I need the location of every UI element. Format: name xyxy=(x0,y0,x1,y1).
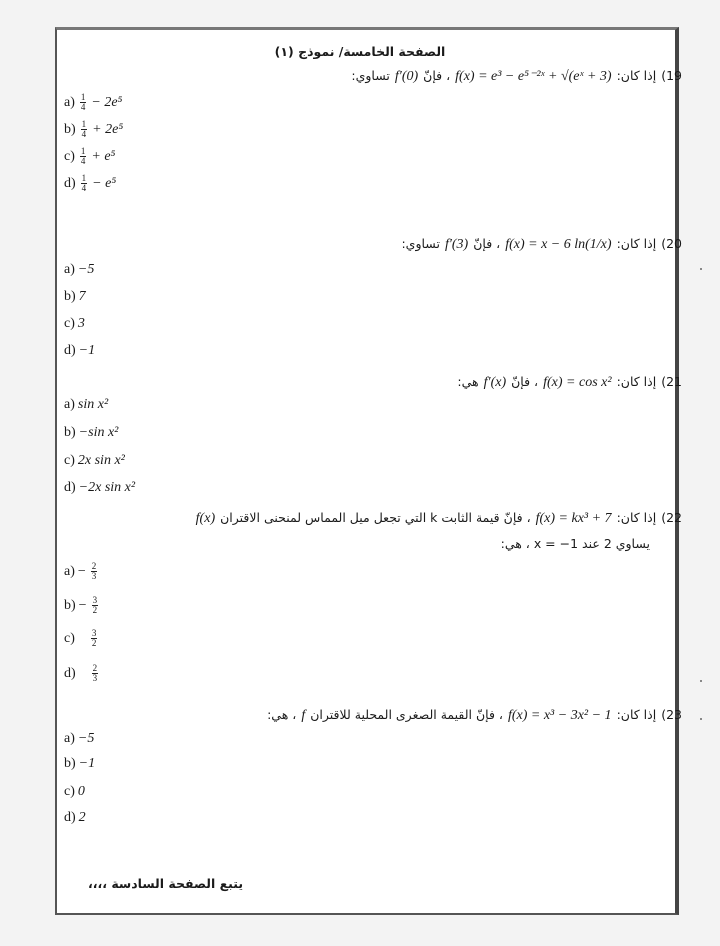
option-label: b) xyxy=(64,425,76,440)
question-22 xyxy=(196,510,682,527)
answer-option[interactable] xyxy=(64,562,99,581)
fraction-denominator: 2 xyxy=(91,638,97,648)
option-value: + e⁵ xyxy=(91,148,116,164)
fraction xyxy=(91,562,98,581)
answer-option[interactable] xyxy=(64,93,122,112)
answer-option[interactable] xyxy=(64,316,85,332)
question-19 xyxy=(351,68,682,85)
fraction-numerator: 2 xyxy=(92,663,98,673)
option-value: 3 xyxy=(77,316,85,331)
question-target: f′(x) xyxy=(483,375,507,390)
answer-option[interactable] xyxy=(64,596,100,615)
fraction-numerator: 1 xyxy=(81,119,87,129)
question-tail: ، فإنّ القيمة الصغرى المحلية للاقتران xyxy=(310,707,503,722)
option-label: b) xyxy=(64,597,76,613)
fraction-denominator: 4 xyxy=(81,183,87,193)
fraction-denominator: 4 xyxy=(81,129,87,139)
question-intro: إذا كان: xyxy=(616,707,657,722)
option-value: − e⁵ xyxy=(92,175,117,191)
answer-option[interactable] xyxy=(64,629,99,648)
question-number: 23) xyxy=(661,707,682,722)
option-label: c) xyxy=(64,784,75,799)
fraction-denominator: 3 xyxy=(92,673,98,683)
option-value: 2 xyxy=(78,810,86,825)
option-label: c) xyxy=(64,148,75,164)
scan-speck xyxy=(700,268,702,270)
fraction xyxy=(80,147,87,166)
question-tail: ، فإنّ xyxy=(473,236,501,251)
question-target: f′(3) xyxy=(444,237,469,252)
answer-option[interactable] xyxy=(64,425,118,441)
fraction-numerator: 1 xyxy=(81,173,87,183)
question-tail-end: ، هي: xyxy=(267,707,297,722)
option-value: −1 xyxy=(78,343,96,358)
fraction xyxy=(81,120,88,139)
question-tail: ، فإنّ قيمة الثابت k التي تجعل ميل المماس لمنحنى الاقتران xyxy=(220,510,531,525)
page-title: الصفحة الخامسة/ نموذج (١) xyxy=(274,44,446,59)
option-value: 2x sin x² xyxy=(77,453,125,468)
exam-page xyxy=(55,27,679,915)
answer-option[interactable] xyxy=(64,397,108,413)
option-value: −2x sin x² xyxy=(78,480,136,495)
option-value: −5 xyxy=(77,262,95,277)
question-line2: يساوي 2 عند x = −1 ، هي: xyxy=(500,536,650,551)
question-number: 19) xyxy=(661,68,682,83)
option-label: a) xyxy=(64,563,75,579)
question-number: 20) xyxy=(661,236,682,251)
option-label: b) xyxy=(64,756,76,771)
option-label: a) xyxy=(64,397,75,412)
option-value: −1 xyxy=(78,756,96,771)
page-footer: يتبع الصفحة السادسة ،،،، xyxy=(88,876,244,891)
option-label: a) xyxy=(64,731,75,746)
question-formula: f(x) = x − 6 ln(1/x) xyxy=(505,237,612,252)
question-target: f′(0) xyxy=(394,69,419,84)
answer-option[interactable] xyxy=(64,343,95,359)
option-label: d) xyxy=(64,175,76,191)
option-sign: − xyxy=(77,563,86,579)
question-21 xyxy=(457,374,682,391)
option-value: −5 xyxy=(77,731,95,746)
question-23 xyxy=(267,707,682,724)
option-value: sin x² xyxy=(77,397,109,412)
question-target: f xyxy=(301,708,306,723)
answer-option[interactable] xyxy=(64,453,125,469)
fraction-denominator: 2 xyxy=(92,605,98,615)
fraction-numerator: 2 xyxy=(91,561,97,571)
option-label: a) xyxy=(64,262,75,277)
question-formula: f(x) = x³ − 3x² − 1 xyxy=(507,708,612,723)
option-value: 0 xyxy=(77,784,85,799)
answer-option[interactable] xyxy=(64,784,85,800)
question-formula: f(x) = kx³ + 7 xyxy=(535,511,612,526)
fraction-numerator: 3 xyxy=(91,628,97,638)
answer-option[interactable] xyxy=(64,731,94,747)
fraction xyxy=(91,629,98,648)
option-label: a) xyxy=(64,94,75,110)
fraction-denominator: 4 xyxy=(80,102,86,112)
fraction-denominator: 4 xyxy=(80,156,86,166)
option-value: −sin x² xyxy=(78,425,119,440)
fraction xyxy=(81,174,88,193)
scan-speck xyxy=(700,680,702,682)
fraction xyxy=(80,93,87,112)
question-formula: f(x) = cos x² xyxy=(543,375,612,390)
fraction-numerator: 1 xyxy=(80,146,86,156)
option-sign: − xyxy=(78,597,87,613)
fraction xyxy=(92,664,99,683)
answer-option[interactable] xyxy=(64,120,123,139)
option-value: − 2e⁵ xyxy=(91,94,123,110)
question-tail: ، فإنّ xyxy=(511,374,539,389)
option-label: d) xyxy=(64,810,76,825)
answer-option[interactable] xyxy=(64,810,86,826)
question-formula: f(x) = e³ − e⁵⁻²ˣ + √(eˣ + 3) xyxy=(455,69,612,84)
question-intro: إذا كان: xyxy=(616,374,657,389)
option-label: d) xyxy=(64,343,76,358)
question-number: 21) xyxy=(661,374,682,389)
answer-option[interactable] xyxy=(64,262,94,278)
answer-option[interactable] xyxy=(64,147,115,166)
question-tail: ، فإنّ xyxy=(423,68,451,83)
question-intro: إذا كان: xyxy=(616,68,657,83)
answer-option[interactable] xyxy=(64,289,86,305)
answer-option[interactable] xyxy=(64,174,116,193)
option-label: b) xyxy=(64,121,76,137)
fraction-numerator: 3 xyxy=(92,595,98,605)
fraction xyxy=(92,596,99,615)
question-tail-end: هي: xyxy=(457,374,479,389)
fraction-denominator: 3 xyxy=(91,571,97,581)
question-tail-end: تساوي: xyxy=(351,68,390,83)
option-label: d) xyxy=(64,665,76,681)
question-intro: إذا كان: xyxy=(616,510,657,525)
scan-speck xyxy=(700,718,702,720)
question-number: 22) xyxy=(661,510,682,525)
answer-option[interactable] xyxy=(64,480,135,496)
question-intro: إذا كان: xyxy=(616,236,657,251)
option-value: + 2e⁵ xyxy=(92,121,124,137)
option-label: c) xyxy=(64,630,75,646)
question-20 xyxy=(401,236,682,253)
fraction-numerator: 1 xyxy=(80,92,86,102)
option-label: b) xyxy=(64,289,76,304)
question-target: f(x) xyxy=(195,511,216,526)
answer-option[interactable] xyxy=(64,664,100,683)
question-tail-end: تساوي: xyxy=(401,236,440,251)
answer-option[interactable] xyxy=(64,756,95,772)
option-value: 7 xyxy=(78,289,86,304)
option-label: c) xyxy=(64,316,75,331)
option-label: d) xyxy=(64,480,76,495)
option-label: c) xyxy=(64,453,75,468)
